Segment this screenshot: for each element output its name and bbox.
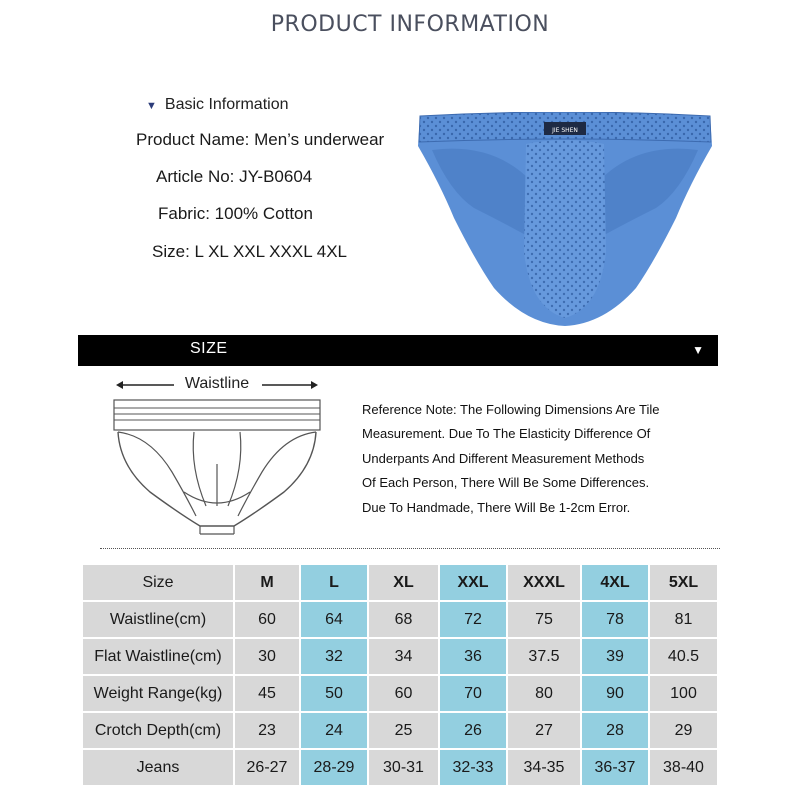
size-table-cell: XL <box>368 564 439 601</box>
size-table-cell: 40.5 <box>649 638 718 675</box>
size-table-cell: 27 <box>507 712 581 749</box>
size-table-cell: 23 <box>234 712 300 749</box>
size-table-cell: 70 <box>439 675 507 712</box>
reference-note <box>362 398 722 520</box>
size-table-row-label: Waistline(cm) <box>82 601 234 638</box>
underwear-diagram <box>110 396 324 540</box>
size-table-cell: XXXL <box>507 564 581 601</box>
size-table-row <box>82 638 718 675</box>
size-table-cell: 38-40 <box>649 749 718 786</box>
size-table-cell: 34 <box>368 638 439 675</box>
size-table-cell: 60 <box>234 601 300 638</box>
basic-info-heading <box>146 96 289 114</box>
triangle-down-icon: ▼ <box>692 343 704 357</box>
size-table-cell: 36 <box>439 638 507 675</box>
note-line: Reference Note: The Following Dimensions Are Tile <box>362 402 660 417</box>
brand-tag: JIE SHEN <box>552 127 578 134</box>
page-title: PRODUCT INFORMATION <box>270 12 550 37</box>
size-list: Size: L XL XXL XXXL 4XL <box>152 242 347 261</box>
size-table-cell: 24 <box>300 712 368 749</box>
waistline-label <box>116 375 318 395</box>
size-section-label: SIZE <box>190 340 228 357</box>
size-table-cell: 75 <box>507 601 581 638</box>
fabric: Fabric: 100% Cotton <box>158 204 313 223</box>
size-table-row <box>82 675 718 712</box>
size-table-cell: 60 <box>368 675 439 712</box>
size-table-cell: 72 <box>439 601 507 638</box>
size-table-header-row <box>82 564 718 601</box>
size-table-body <box>82 564 718 786</box>
size-table-cell: 5XL <box>649 564 718 601</box>
size-table-cell: 68 <box>368 601 439 638</box>
product-photo <box>414 112 716 330</box>
note-line: Due To Handmade, There Will Be 1-2cm Error. <box>362 499 631 515</box>
size-table-cell: 39 <box>581 638 649 675</box>
basic-info-heading-text: Basic Information <box>164 96 289 113</box>
size-table-cell: 90 <box>581 675 649 712</box>
size-table-cell: 37.5 <box>507 638 581 675</box>
size-table-cell: 81 <box>649 601 718 638</box>
size-table-row-label: Jeans <box>82 749 234 786</box>
size-table-cell: 36-37 <box>581 749 649 786</box>
size-table-row <box>82 712 718 749</box>
size-table-cell: L <box>300 564 368 601</box>
size-table-cell: 28 <box>581 712 649 749</box>
product-name: Product Name: Men’s underwear <box>136 130 385 149</box>
size-table-cell: 25 <box>368 712 439 749</box>
size-table-cell: 64 <box>300 601 368 638</box>
size-table-row-label: Size <box>82 564 234 601</box>
size-table-cell: 4XL <box>581 564 649 601</box>
note-line: Of Each Person, There Will Be Some Differences. <box>362 475 650 491</box>
size-table-cell: M <box>234 564 300 601</box>
size-table-cell: 26 <box>439 712 507 749</box>
size-table-row-label: Weight Range(kg) <box>82 675 234 712</box>
note-line: Measurement. Due To The Elasticity Difference Of <box>362 426 651 442</box>
size-table-cell: 26-27 <box>234 749 300 786</box>
triangle-down-icon: ▼ <box>146 100 157 112</box>
size-table-row <box>82 601 718 638</box>
size-table-cell: 45 <box>234 675 300 712</box>
size-table-cell: 30-31 <box>368 749 439 786</box>
size-section-bar <box>78 335 718 366</box>
size-table-row-label: Flat Waistline(cm) <box>82 638 234 675</box>
size-table-cell: 29 <box>649 712 718 749</box>
size-table-cell: 30 <box>234 638 300 675</box>
size-table-row <box>82 749 718 786</box>
note-line: Underpants And Different Measurement Methods <box>362 450 645 466</box>
dotted-divider <box>100 548 720 549</box>
size-table-cell: 32-33 <box>439 749 507 786</box>
waistline-label-text: Waistline <box>184 375 250 392</box>
size-table-cell: 34-35 <box>507 749 581 786</box>
size-table-cell: 78 <box>581 601 649 638</box>
size-table <box>81 563 719 787</box>
size-table-cell: 32 <box>300 638 368 675</box>
size-table-cell: 100 <box>649 675 718 712</box>
size-table-cell: 28-29 <box>300 749 368 786</box>
article-no: Article No: JY-B0604 <box>156 167 313 186</box>
size-table-row-label: Crotch Depth(cm) <box>82 712 234 749</box>
size-table-cell: 50 <box>300 675 368 712</box>
size-table-cell: XXL <box>439 564 507 601</box>
size-table-cell: 80 <box>507 675 581 712</box>
